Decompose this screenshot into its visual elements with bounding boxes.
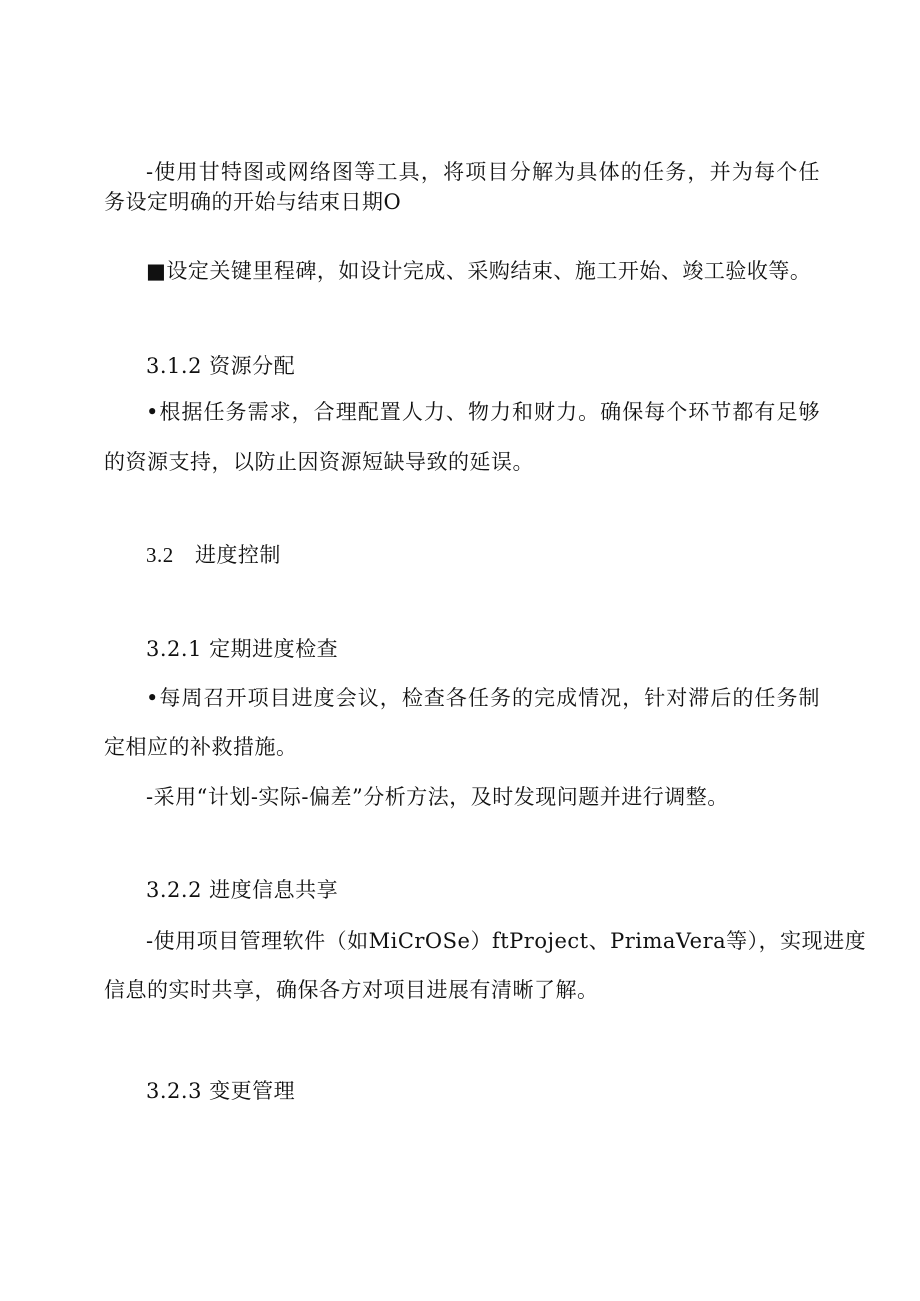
heading-3-2-2: 3.2.2 进度信息共享 (146, 878, 339, 902)
paragraph-plan-actual-deviation: -采用“计划-实际-偏差”分析方法，及时发现问题并进行调整。 (146, 785, 729, 809)
paragraph-resources-line-2: 的资源支持，以防止因资源短缺导致的延误。 (104, 450, 534, 474)
paragraph-gantt-line-1: -使用甘特图或网络图等工具，将项目分解为具体的任务，并为每个任 (146, 160, 820, 184)
heading-3-2-number: 3.2 (146, 543, 174, 567)
heading-3-2-3: 3.2.3 变更管理 (146, 1079, 296, 1103)
paragraph-resources-line-1: •根据任务需求，合理配置人力、物力和财力。确保每个环节都有足够 (146, 400, 820, 424)
heading-3-1-2: 3.1.2 资源分配 (146, 354, 296, 378)
paragraph-software-line-2: 信息的实时共享，确保各方对项目进展有清晰了解。 (104, 978, 599, 1002)
heading-3-2 (146, 540, 820, 570)
paragraph-software-line-1: -使用项目管理软件（如MiCrOSe）ftProject、PrimaVera等），实现进度 (146, 929, 867, 953)
paragraph-gantt-line-2: 务设定明确的开始与结束日期O (104, 190, 402, 214)
paragraph-milestones: ■设定关键里程碑，如设计完成、采购结束、施工开始、竣工验收等。 (146, 259, 812, 283)
paragraph-weekly-meeting-line-2: 定相应的补救措施。 (104, 735, 298, 759)
heading-3-2-title: 进度控制 (194, 543, 281, 567)
heading-3-2-1: 3.2.1 定期进度检查 (146, 637, 339, 661)
paragraph-weekly-meeting-line-1: •每周召开项目进度会议，检查各任务的完成情况，针对滞后的任务制 (146, 686, 820, 710)
